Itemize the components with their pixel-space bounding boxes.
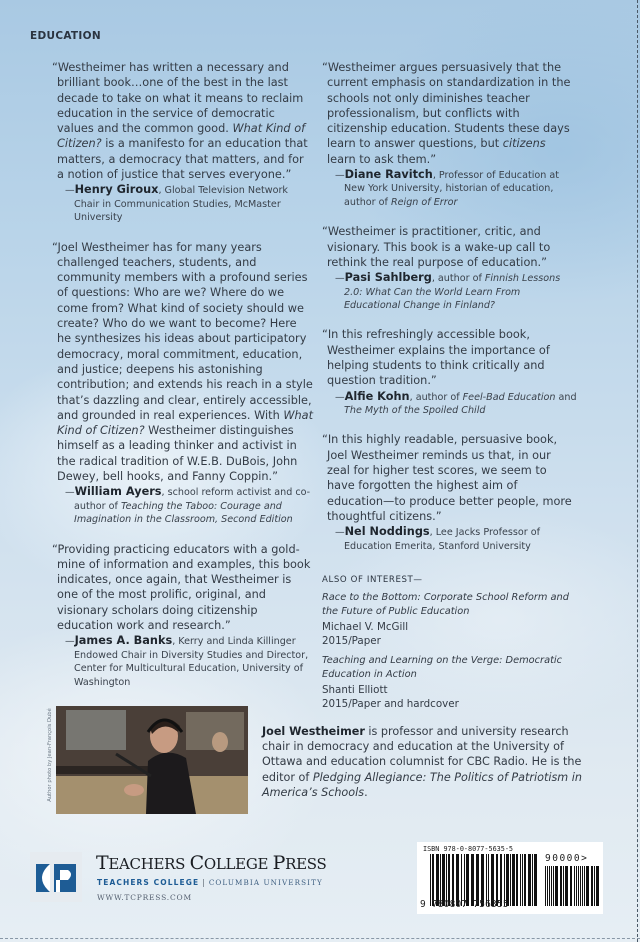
blurb-quote: “Westheimer has written a necessary and brilliant book…one of the best in the last decade to take on what it means to reclaim education in the service of democratic values and the common good. What Kind of Citizen? is a manifesto for an education that matters, a democracy that matters, and for a notion of justice that serves everyone.” (52, 61, 308, 182)
blurb-quote: “In this highly readable, persuasive book, Joel Westheimer reminds us that, in our zeal for higher test scores, we seem to have forgotten the highest aim of education—to produce better people, more thoughtful citizens.” (322, 433, 572, 523)
right-column (322, 60, 577, 717)
publisher-name: TEACHERS COLLEGE PRESS (96, 852, 327, 874)
related-book-format: 2015/Paper and hardcover (322, 698, 459, 711)
barcode-bar (524, 854, 526, 906)
barcode-bar (553, 866, 554, 906)
barcode-bar (584, 866, 585, 906)
barcode-bar (547, 866, 548, 906)
barcode-bar (574, 866, 575, 906)
blurb-noddings (322, 432, 577, 553)
related-book (322, 591, 577, 648)
barcode-bar (551, 866, 552, 906)
blurb-attribution: —Nel Noddings, Lee Jacks Professor of Education Emerita, Stanford University (335, 525, 540, 552)
related-book-title: Teaching and Learning on the Verge: Democratic Education in Action (322, 655, 563, 681)
barcode-bar (596, 866, 599, 906)
barcode-bar (578, 866, 579, 906)
barcode-bar (520, 854, 521, 906)
related-book-author: Michael V. McGill (322, 620, 409, 633)
barcode-bar (586, 866, 589, 906)
blurb-ravitch (322, 60, 577, 209)
photo-credit-text: Author photo by Jean-François Dubé (47, 708, 53, 802)
barcode-bar (555, 866, 558, 906)
blurb-sahlberg (322, 224, 577, 312)
barcode-bar (576, 866, 577, 906)
trim-line-bottom (0, 938, 640, 939)
author-name: Joel Westheimer (262, 725, 365, 738)
barcode-bar (565, 866, 568, 906)
barcode-bar (594, 866, 595, 906)
blurb-quote: “Westheimer is practitioner, critic, and visionary. This book is a wake-up call to rethink the real purpose of education.” (322, 225, 551, 269)
blurb-attribution: —Pasi Sahlberg, author of Finnish Lessons 2.0: What Can the World Learn From Educational Change in Finland? (335, 271, 561, 311)
blurb-attribution: —Henry Giroux, Global Television Network Chair in Communication Studies, McMaster University (65, 183, 288, 224)
also-of-interest-heading: ALSO OF INTEREST— (322, 575, 423, 585)
blurb-quote: “Providing practicing educators with a gold-mine of information and examples, this book indicates, once again, that Westheimer is one of the most prolific, original, and visionary scholars doing citizenship education work and research.” (52, 542, 311, 633)
barcode-bar (545, 866, 546, 906)
ean-number: 9 780807 756355 (420, 899, 509, 910)
barcode-bar (532, 854, 533, 906)
barcode-bar (570, 866, 572, 906)
blurb-attribution: —William Ayers, school reform activist and co-author of Teaching the Taboo: Courage and Imagination in the Classroom, Second Edition (65, 485, 311, 526)
publisher-url[interactable]: WWW.TCPRESS.COM (97, 893, 192, 902)
barcode-bar (534, 854, 537, 906)
blurb-attribution: —Alfie Kohn, author of Feel-Bad Education and The Myth of the Spoiled Child (335, 389, 577, 416)
blurb-quote: “Westheimer argues persuasively that the current emphasis on standardization in the schools not only diminishes teacher professionalism, but conflicts with citizenship education. Students these days learn to answer questions, but citizens learn to ask them.” (322, 61, 571, 166)
barcode-bar (528, 854, 531, 906)
related-book-title: Race to the Bottom: Corporate School Reform and the Future of Public Education (322, 592, 569, 618)
photo-credit (42, 706, 52, 810)
category-label: EDUCATION (30, 30, 101, 42)
left-column (52, 60, 314, 704)
blurb-giroux (52, 60, 314, 225)
barcode-bar (591, 866, 593, 906)
blurb-banks (52, 542, 314, 689)
blurb-quote: “Joel Westheimer has for many years challenged teachers, students, and community members with a profound series of questions: Who are we? Where do we come from? What kind of society should we create? Who do we want to become? Here he synthesizes his ideas about participatory democracy, moral commitment, education, and justice; deepens his astonishing contribution; and extends his reach in a style that’s dazzling and clear, entirely accessible, and grounded in real experiences. With What Kind of Citizen? Westheimer distinguishes himself as a leading thinker and activist in the radical tradition of W.E.B. DuBois, John Dewey, bell hooks, and Fanny Coppin.” (52, 240, 314, 484)
publisher-affiliation: TEACHERS COLLEGE | COLUMBIA UNIVERSITY (97, 878, 323, 887)
barcode-bar (580, 866, 581, 906)
author-photo (56, 706, 248, 814)
price-code: 90000> (545, 853, 589, 864)
barcode-bar (510, 854, 511, 906)
author-bio: Joel Westheimer is professor and university research chair in democracy and education at the University of Ottawa and education columnist for CBC Radio. He is the editor of Pledging Allegiance: The Politics of Patriotism in America’s Schools. (262, 725, 582, 799)
barcode-bar (563, 866, 564, 906)
blurb-attribution: —James A. Banks, Kerry and Linda Killinger Endowed Chair in Diversity Studies and Director, Center for Multicultural Education, University of Washington (65, 634, 309, 688)
barcode-bar (560, 866, 562, 906)
blurb-quote: “In this refreshingly accessible book, Westheimer explains the importance of helping students to think critically and question tradition.” (322, 328, 550, 388)
related-book-format: 2015/Paper (322, 634, 381, 647)
author-photo-image (56, 706, 248, 814)
tc-logo-icon (30, 852, 82, 902)
barcode-bar (516, 854, 518, 906)
barcode-bar (522, 854, 523, 906)
blurb-ayers (52, 240, 314, 527)
related-book (322, 654, 577, 711)
barcode-bar (549, 866, 550, 906)
blurb-attribution: —Diane Ravitch, Professor of Education at New York University, historian of education, author of Reign of Error (335, 168, 560, 208)
barcode-bar (512, 854, 515, 906)
isbn-label: ISBN 978-0-8077-5635-5 (423, 845, 514, 853)
isbn-barcode (417, 842, 603, 914)
barcode-bar (582, 866, 583, 906)
trim-line-right (637, 0, 638, 942)
barcode-bars-addon (545, 866, 599, 906)
blurb-kohn (322, 327, 577, 417)
related-book-author: Shanti Elliott (322, 683, 388, 696)
